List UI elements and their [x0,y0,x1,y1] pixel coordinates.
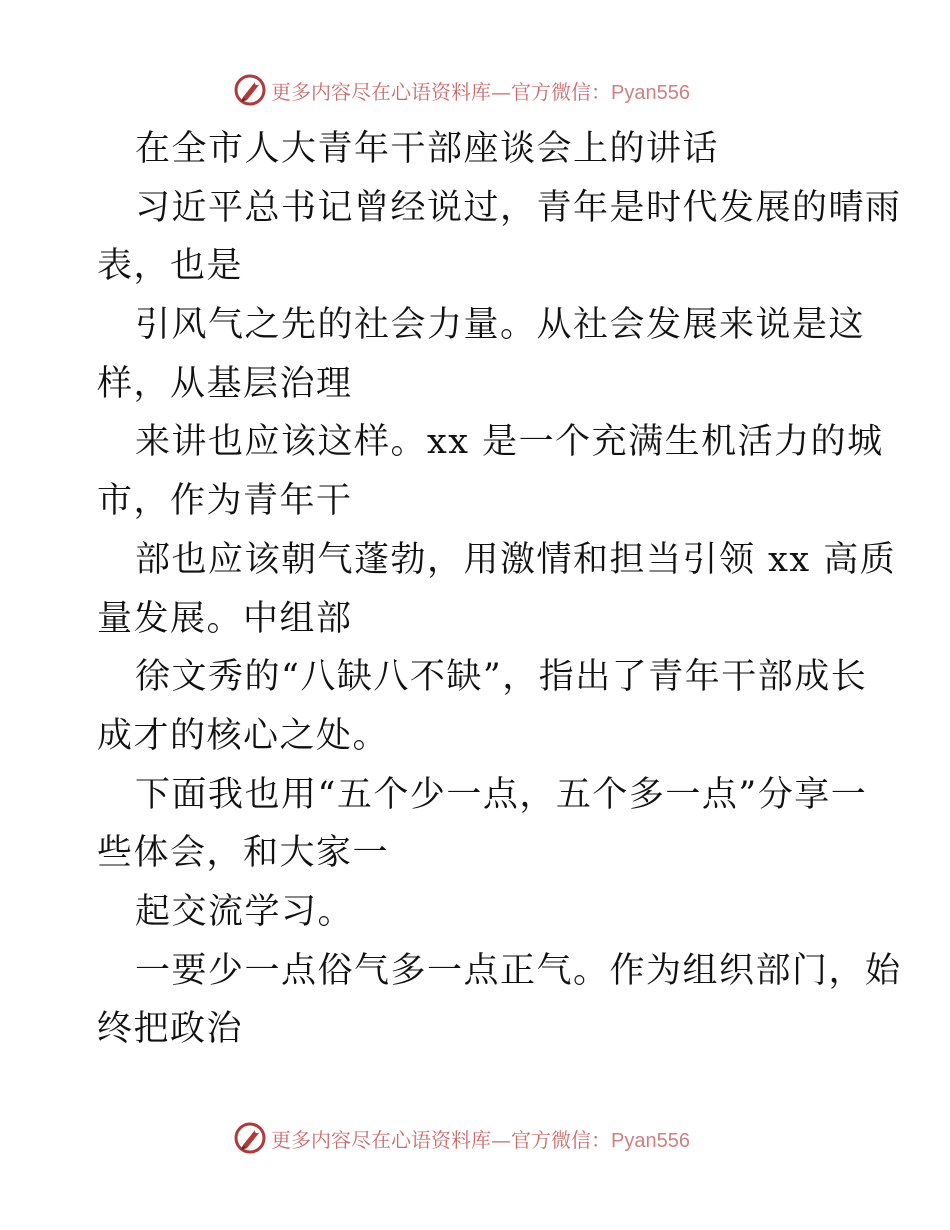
paragraph-line: 习近平总书记曾经说过，青年是时代发展的晴雨 [135,187,902,228]
paragraph-line: 起交流学习。 [135,891,355,932]
pen-logo-icon [233,73,267,107]
document-title: 在全市人大青年干部座谈会上的讲话 [135,129,720,169]
paragraph-line: 样，从基层治理 [97,363,353,404]
header-wechat-id: Pyan556 [611,81,690,104]
paragraph-line: 终把政治 [97,1009,244,1050]
footer-wechat-id: Pyan556 [611,1129,690,1152]
footer-banner-text: 更多内容尽在心语资料库—官方微信：Pyan556 [271,1127,690,1152]
paragraph-line: 些体会，和大家一 [97,833,390,874]
header-banner-text: 更多内容尽在心语资料库—官方微信：Pyan556 [271,79,690,104]
paragraph-line: 成才的核心之处。 [97,715,390,756]
paragraph-line: 一要少一点俗气多一点正气。作为组织部门，始 [135,950,902,991]
footer-banner [233,1120,690,1156]
paragraph-line: 部也应该朝气蓬勃，用激情和担当引领 xx 高质 [135,539,897,580]
document-body [97,120,902,1059]
paragraph-line: 表，也是 [97,246,244,287]
paragraph-line: 量发展。中组部 [97,598,353,639]
paragraph-line: 来讲也应该这样。xx 是一个充满生机活力的城 [135,422,884,463]
pen-logo-icon [233,1121,267,1155]
paragraph-line: 徐文秀的“八缺八不缺”，指出了青年干部成长 [135,657,868,698]
paragraph-line: 市，作为青年干 [97,481,353,522]
paragraph-line: 引风气之先的社会力量。从社会发展来说是这 [135,305,866,346]
paragraph-line: 下面我也用“五个少一点，五个多一点”分享一 [135,774,868,815]
header-banner [233,72,690,108]
